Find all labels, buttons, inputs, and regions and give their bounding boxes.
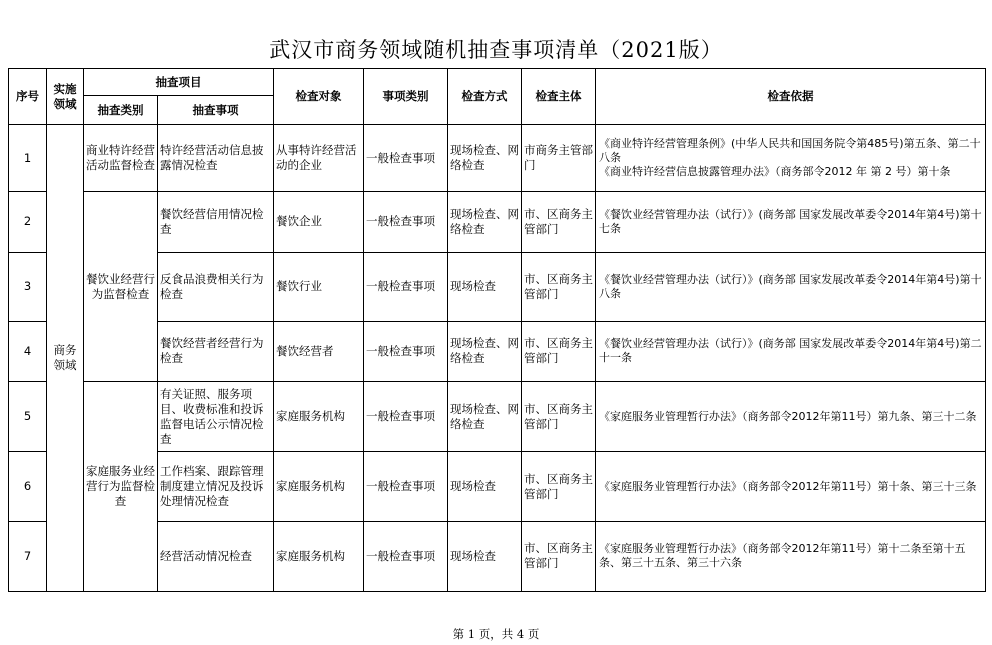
method-cell: 现场检查 <box>448 252 522 321</box>
method-cell: 现场检查、网络检查 <box>448 125 522 192</box>
header-type: 事项类别 <box>364 69 448 125</box>
basis-cell: 《家庭服务业管理暂行办法》（商务部令2012年第11号）第十条、第三十三条 <box>596 452 986 521</box>
row-seq: 6 <box>9 452 47 521</box>
target-cell: 家庭服务机构 <box>274 452 364 521</box>
target-cell: 家庭服务机构 <box>274 521 364 591</box>
type-cell: 一般检查事项 <box>364 382 448 452</box>
subject-cell: 市、区商务主管部门 <box>522 521 596 591</box>
matter-cell: 餐饮经营者经营行为检查 <box>158 321 274 381</box>
matter-cell: 工作档案、跟踪管理制度建立情况及投诉处理情况检查 <box>158 452 274 521</box>
header-inspection-item: 抽查项目 <box>84 69 274 96</box>
category-cell: 餐饮业经营行为监督检查 <box>84 192 158 382</box>
target-cell: 餐饮经营者 <box>274 321 364 381</box>
row-seq: 2 <box>9 192 47 252</box>
header-subject: 检查主体 <box>522 69 596 125</box>
subject-cell: 市、区商务主管部门 <box>522 452 596 521</box>
header-matter: 抽查事项 <box>158 96 274 125</box>
basis-cell: 《家庭服务业管理暂行办法》（商务部令2012年第11号）第九条、第三十二条 <box>596 382 986 452</box>
row-seq: 1 <box>9 125 47 192</box>
subject-cell: 市、区商务主管部门 <box>522 252 596 321</box>
matter-cell: 餐饮经营信用情况检查 <box>158 192 274 252</box>
header-method: 检查方式 <box>448 69 522 125</box>
basis-cell: 《家庭服务业管理暂行办法》（商务部令2012年第11号）第十二条至第十五条、第三十五条、第三十六条 <box>596 521 986 591</box>
type-cell: 一般检查事项 <box>364 252 448 321</box>
method-cell: 现场检查 <box>448 521 522 591</box>
matter-cell: 特许经营活动信息披露情况检查 <box>158 125 274 192</box>
type-cell: 一般检查事项 <box>364 321 448 381</box>
category-cell: 家庭服务业经营行为监督检查 <box>84 382 158 592</box>
row-seq: 7 <box>9 521 47 591</box>
page-number: 第 1 页，共 4 页 <box>452 627 540 641</box>
basis-cell: 《餐饮业经营管理办法（试行）》(商务部 国家发展改革委令2014年第4号)第十八条 <box>596 252 986 321</box>
header-basis: 检查依据 <box>596 69 986 125</box>
inspection-table <box>8 68 986 592</box>
table-row <box>9 125 986 192</box>
subject-cell: 市、区商务主管部门 <box>522 321 596 381</box>
type-cell: 一般检查事项 <box>364 192 448 252</box>
method-cell: 现场检查、网络检查 <box>448 192 522 252</box>
matter-cell: 经营活动情况检查 <box>158 521 274 591</box>
subject-cell: 市、区商务主管部门 <box>522 382 596 452</box>
category-cell: 商业特许经营活动监督检查 <box>84 125 158 192</box>
target-cell: 餐饮行业 <box>274 252 364 321</box>
method-cell: 现场检查、网络检查 <box>448 321 522 381</box>
type-cell: 一般检查事项 <box>364 521 448 591</box>
method-cell: 现场检查 <box>448 452 522 521</box>
subject-cell: 市商务主管部门 <box>522 125 596 192</box>
matter-cell: 反食品浪费相关行为检查 <box>158 252 274 321</box>
matter-cell: 有关证照、服务项目、收费标准和投诉监督电话公示情况检查 <box>158 382 274 452</box>
basis-cell: 《商业特许经营管理条例》(中华人民共和国国务院令第485号)第五条、第二十八条 《商业特许经营信息披露管理办法》（商务部令2012 年 第 2 号）第十条 <box>596 125 986 192</box>
basis-cell: 《餐饮业经营管理办法（试行）》(商务部 国家发展改革委令2014年第4号)第二十一条 <box>596 321 986 381</box>
subject-cell: 市、区商务主管部门 <box>522 192 596 252</box>
row-seq: 3 <box>9 252 47 321</box>
header-seq: 序号 <box>9 69 47 125</box>
impl-domain-cell: 商务领域 <box>47 125 84 592</box>
table-row <box>9 382 986 452</box>
target-cell: 从事特许经营活动的企业 <box>274 125 364 192</box>
basis-cell: 《餐饮业经营管理办法（试行）》(商务部 国家发展改革委令2014年第4号)第十七条 <box>596 192 986 252</box>
document-title: 武汉市商务领域随机抽查事项清单（2021版） <box>269 38 723 62</box>
header-category: 抽查类别 <box>84 96 158 125</box>
target-cell: 餐饮企业 <box>274 192 364 252</box>
method-cell: 现场检查、网络检查 <box>448 382 522 452</box>
row-seq: 5 <box>9 382 47 452</box>
header-target: 检查对象 <box>274 69 364 125</box>
table-row <box>9 192 986 252</box>
header-impl-domain: 实施领域 <box>47 69 84 125</box>
row-seq: 4 <box>9 321 47 381</box>
target-cell: 家庭服务机构 <box>274 382 364 452</box>
type-cell: 一般检查事项 <box>364 125 448 192</box>
type-cell: 一般检查事项 <box>364 452 448 521</box>
